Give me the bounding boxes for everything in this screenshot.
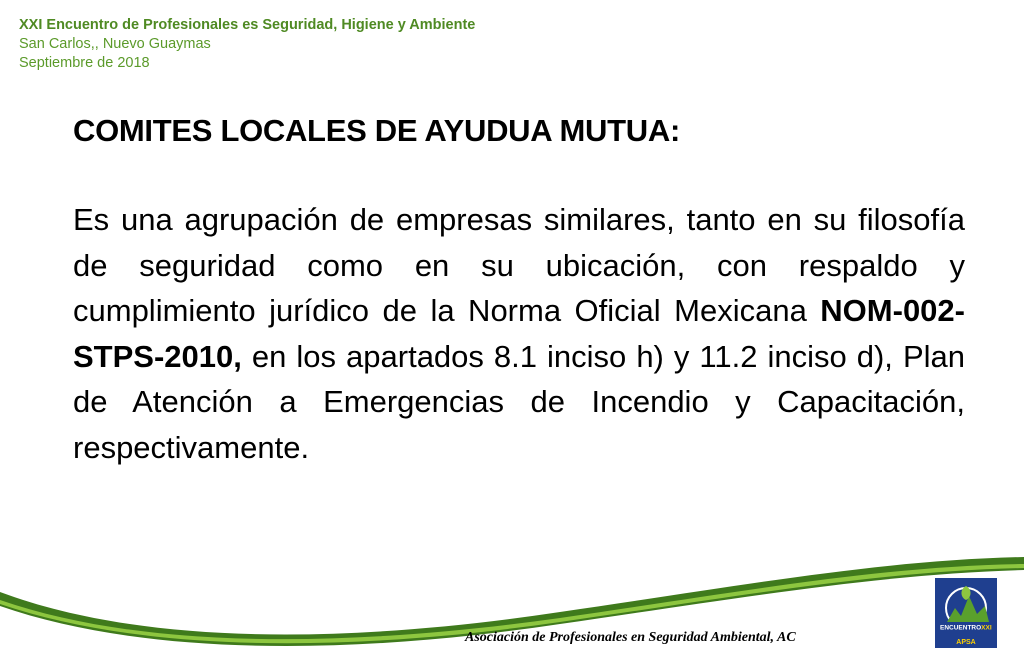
apsa-logo bbox=[935, 578, 997, 648]
slide-body bbox=[73, 197, 965, 470]
logo-wordmark: ENCUENTROXXI bbox=[940, 624, 992, 632]
event-date: Septiembre de 2018 bbox=[19, 55, 150, 71]
slide-title: COMITES LOCALES DE AYUDUA MUTUA: bbox=[73, 113, 680, 148]
body-text-part2: en los apartados 8.1 inciso h) y 11.2 inciso d), Plan de Atención a Emergencias de Incendio y Capacitación, respectivamente. bbox=[73, 338, 965, 465]
event-title: XXI Encuentro de Profesionales es Seguridad, Higiene y Ambiente bbox=[19, 17, 476, 33]
event-header bbox=[19, 16, 475, 73]
body-text-part1: Es una agrupación de empresas similares, tanto en su filosofía de seguridad como en su ubicación, con respaldo y cumplimiento jurídico de la Norma Oficial Mexicana bbox=[73, 202, 965, 328]
body-text-norm: NOM-002-STPS-2010, bbox=[73, 293, 965, 374]
logo-acronym: APSA bbox=[956, 639, 976, 646]
event-location: San Carlos,, Nuevo Guaymas bbox=[19, 36, 211, 52]
organization-name: Asociación de Profesionales en Seguridad Ambiental, AC bbox=[465, 630, 796, 645]
